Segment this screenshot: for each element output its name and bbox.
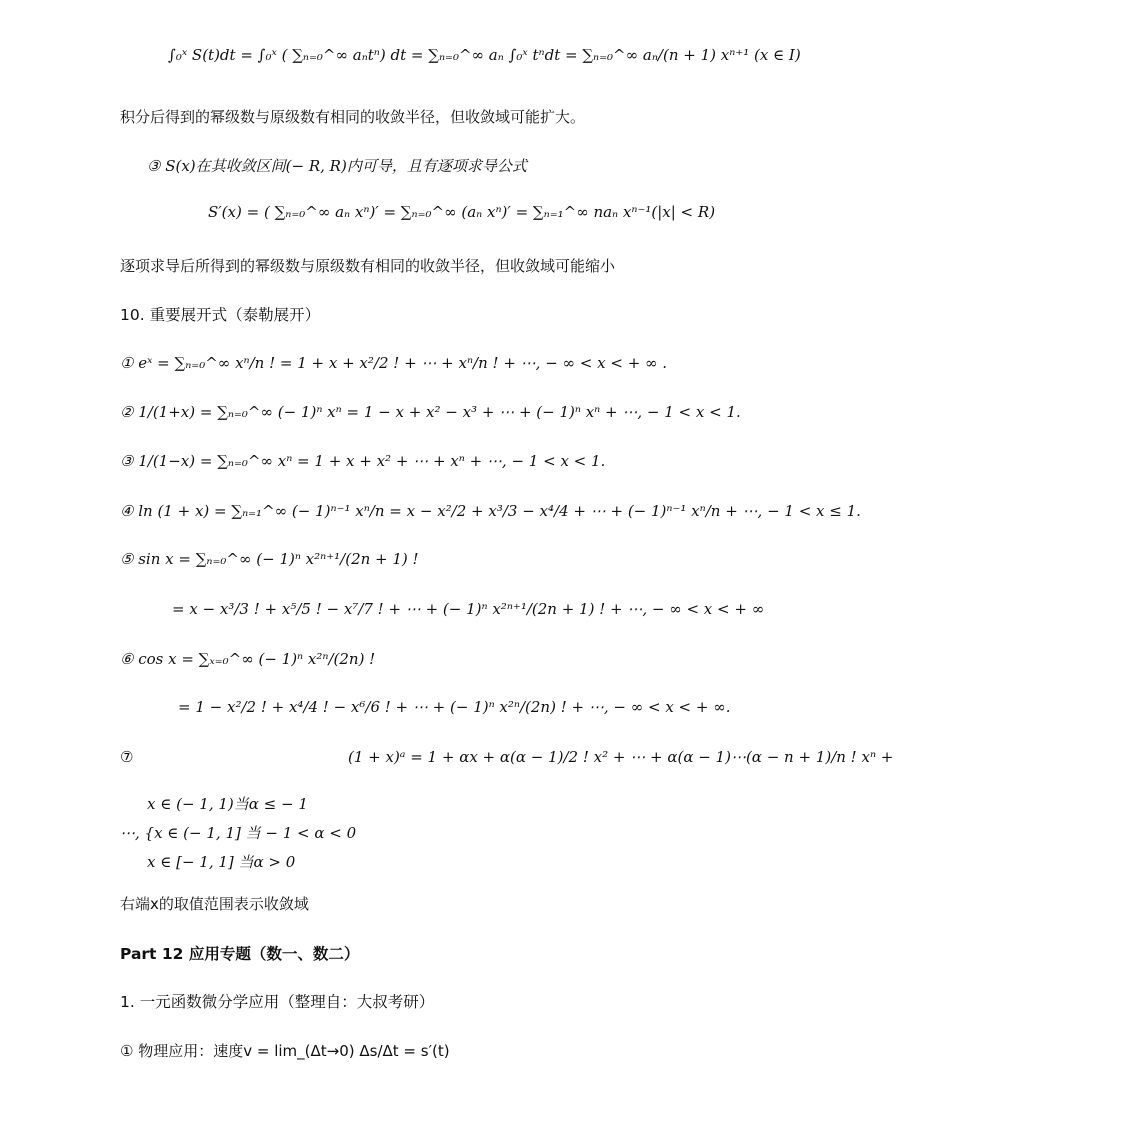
geom-alt-series: ② 1/(1+x) = ∑ₙ₌₀^∞ (− 1)ⁿ xⁿ = 1 − x + x² − x³ + ⋯ + (− 1)ⁿ xⁿ + ⋯, − 1 < x < 1.: [120, 403, 741, 421]
derivative-note: 逐项求导后所得到的幂级数与原级数有相同的收敛半径，但收敛域可能缩小: [120, 257, 616, 275]
binomial-domain-1: x ∈ (− 1, 1)当α ≤ − 1: [147, 795, 308, 813]
binomial-label: ⑦: [120, 748, 134, 766]
binomial-domain-3: x ∈ [− 1, 1] 当α > 0: [147, 853, 296, 871]
geom-series: ③ 1/(1−x) = ∑ₙ₌₀^∞ xⁿ = 1 + x + x² + ⋯ + xⁿ + ⋯, − 1 < x < 1.: [120, 452, 606, 470]
cos-series-line-1: ⑥ cos x = ∑ₓ₌₀^∞ (− 1)ⁿ x²ⁿ/(2n) !: [120, 650, 376, 668]
derivative-intro: ③ S(x)在其收敛区间(− R, R)内可导，且有逐项求导公式: [147, 157, 527, 175]
integral-formula: ∫₀ˣ S(t)dt = ∫₀ˣ ( ∑ₙ₌₀^∞ aₙtⁿ) dt = ∑ₙ₌₀^∞ aₙ ∫₀ˣ tⁿdt = ∑ₙ₌₀^∞ aₙ/(n + 1) xⁿ⁺¹ (x ∈ I): [168, 46, 801, 64]
domain-note: 右端x的取值范围表示收敛域: [120, 895, 309, 913]
physics-application: ① 物理应用：速度v = lim_(Δt→0) Δs/Δt = s′(t): [120, 1042, 450, 1060]
part-12-title: Part 12 应用专题（数一、数二）: [120, 945, 360, 963]
binomial-domain-2: ⋯, {x ∈ (− 1, 1] 当 − 1 < α < 0: [120, 824, 357, 842]
section-10-title: 10. 重要展开式（泰勒展开）: [120, 306, 321, 324]
sin-series-line-1: ⑤ sin x = ∑ₙ₌₀^∞ (− 1)ⁿ x²ⁿ⁺¹/(2n + 1) !: [120, 550, 419, 568]
exp-series: ① eˣ = ∑ₙ₌₀^∞ xⁿ/n ! = 1 + x + x²/2 ! + ⋯ + xⁿ/n ! + ⋯, − ∞ < x < + ∞ .: [120, 354, 668, 372]
subsection-1-title: 1. 一元函数微分学应用（整理自：大叔考研）: [120, 993, 435, 1011]
binomial-series: (1 + x)ᵃ = 1 + αx + α(α − 1)/2 ! x² + ⋯ + α(α − 1)⋯(α − n + 1)/n ! xⁿ +: [348, 748, 894, 766]
sin-series-line-2: = x − x³/3 ! + x⁵/5 ! − x⁷/7 ! + ⋯ + (− 1)ⁿ x²ⁿ⁺¹/(2n + 1) ! + ⋯, − ∞ < x < + ∞: [172, 600, 765, 618]
log-series: ④ ln (1 + x) = ∑ₙ₌₁^∞ (− 1)ⁿ⁻¹ xⁿ/n = x − x²/2 + x³/3 − x⁴/4 + ⋯ + (− 1)ⁿ⁻¹ xⁿ/n + ⋯, − 1 < x ≤ 1.: [120, 502, 861, 520]
derivative-formula: S′(x) = ( ∑ₙ₌₀^∞ aₙ xⁿ)′ = ∑ₙ₌₀^∞ (aₙ xⁿ)′ = ∑ₙ₌₁^∞ naₙ xⁿ⁻¹(|x| < R): [208, 203, 716, 221]
cos-series-line-2: = 1 − x²/2 ! + x⁴/4 ! − x⁶/6 ! + ⋯ + (− 1)ⁿ x²ⁿ/(2n) ! + ⋯, − ∞ < x < + ∞.: [178, 698, 731, 716]
integral-note: 积分后得到的幂级数与原级数有相同的收敛半径，但收敛域可能扩大。: [120, 108, 586, 126]
